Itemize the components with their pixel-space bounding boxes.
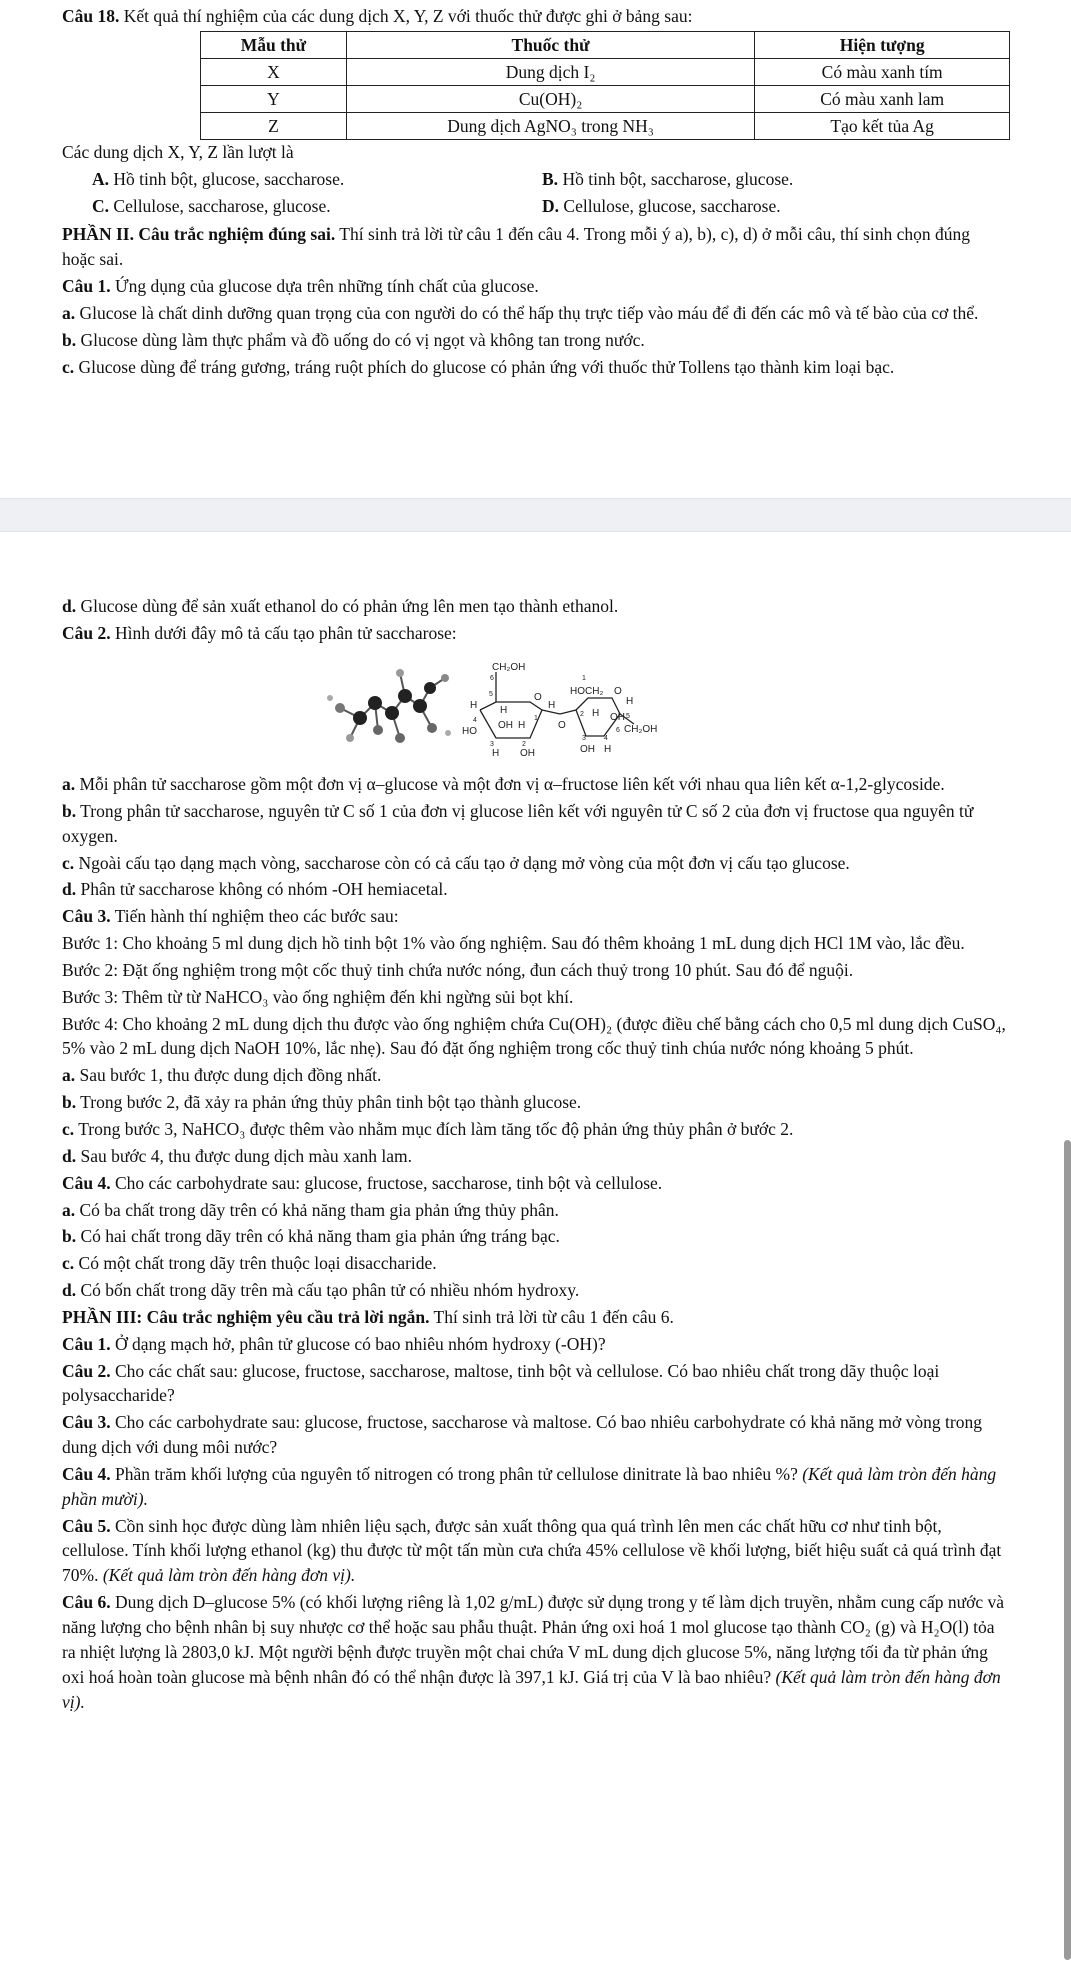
rounding-note: (Kết quả làm tròn đến hàng đơn vị). (102, 1565, 356, 1586)
option-label: C. (92, 195, 110, 216)
p2-q4-d (62, 1278, 1007, 1303)
table-row (201, 112, 1010, 139)
table-cell-sample: Y (201, 85, 347, 112)
p2-q3-step4: Bước 4: Cho khoảng 2 mL dung dịch thu được vào ống nghiệm chứa Cu(OH)₂ (được điều chế bằng cách cho 0,5 ml dung dịch CuSO₄, 5% vào 2 mL dung dịch NaOH 10%, lắc nhẹ). Sau đó đặt ống nghiệm trong cốc thuỷ tinh chúa nước nóng khoảng 5 phút. (62, 1013, 1006, 1059)
label-hoch2: HOCH₂ (570, 686, 604, 697)
p2-q1-b (62, 328, 1007, 353)
option-label: D. (542, 195, 560, 216)
question-text: Dung dịch D–glucose 5% (có khối lượng riêng là 1,02 g/mL) được sử dụng trong y tế làm dịch truyền, nhằm cung cấp nước và năng lượng cho bệnh nhân bị suy nhược cơ thể hoặc sau phẫu thuật. Phản ứng oxi hoá 1 mol glucose tạo thành CO₂ (g) và H₂O(l) tỏa ra nhiệt lượng là 2803,0 kJ. Một người bệnh được truyền một chai chứa V mL dung dịch glucose 5%, năng lượng tối đa từ phản ứng oxi hoá hoàn toàn glucose mà bệnh nhân đó có thể nhận được là 397,1 kJ. Giá trị của V là bao nhiêu? (62, 1592, 1004, 1687)
question-number: Câu 4. (62, 1172, 111, 1193)
table-cell-reagent: Dung dịch AgNO₃ trong NH₃ (346, 112, 754, 139)
question-text: Ở dạng mạch hở, phân tử glucose có bao nhiêu nhóm hydroxy (-OH)? (115, 1333, 606, 1354)
item-text: Glucose dùng để sản xuất ethanol do có phản ứng lên men tạo thành ethanol. (80, 596, 619, 616)
item-text: Sau bước 4, thu được dung dịch màu xanh lam. (80, 1145, 413, 1166)
item-label: a. (62, 774, 76, 794)
table-cell-reagent: Cu(OH)₂ (346, 85, 754, 112)
part2-heading (62, 222, 1007, 272)
question-number: Câu 1. (62, 1333, 111, 1354)
p2-q2-d (62, 877, 1007, 902)
p2-q3-a (62, 1063, 1007, 1088)
option-text: Cellulose, glucose, saccharose. (563, 195, 781, 216)
label-h2: H (470, 700, 478, 711)
question-number: Câu 6. (62, 1592, 111, 1613)
option-c (92, 194, 542, 219)
item-label: c. (62, 1118, 75, 1139)
item-label: b. (62, 1226, 77, 1247)
p2-q3-stem (62, 904, 1007, 929)
label-h7: H (626, 696, 634, 707)
item-label: d. (62, 596, 77, 616)
label-oh3: OH (610, 712, 625, 723)
atom-spheres (327, 669, 451, 743)
label-f4: 4 (604, 735, 608, 742)
p2-q2-stem (62, 621, 1007, 646)
part2-intro: Thí sinh trả lời từ câu 1 đến câu 4. Trong mỗi ý a), b), c), d) ở mỗi câu, thí sinh chọn đúng hoặc sai. (62, 224, 970, 270)
option-text: Cellulose, saccharose, glucose. (113, 195, 331, 216)
p2-q3-c (62, 1117, 1007, 1142)
label-oh2: OH (520, 748, 535, 759)
q18-options (92, 167, 1007, 221)
table-header-cell: Thuốc thử (346, 31, 754, 58)
item-label: b. (62, 800, 77, 821)
p2-q2-a (62, 772, 1007, 797)
p2-q2-c (62, 851, 1007, 876)
label-o-ring2: O (614, 686, 622, 697)
option-text: Hồ tinh bột, glucose, saccharose. (113, 168, 345, 189)
item-label: a. (62, 302, 76, 323)
p2-q3-step1: Bước 1: Cho khoảng 5 ml dung dịch hồ tinh bột 1% vào ống nghiệm. Sau đó thêm khoảng 1 mL dung dịch HCl 1M vào, lắc đều. (62, 933, 965, 954)
label-n1: 1 (534, 715, 538, 722)
label-h1: H (548, 700, 556, 711)
label-o-bridge: O (558, 720, 566, 731)
item-text: Có bốn chất trong dãy trên mà cấu tạo phân tử có nhiều nhóm hydroxy. (80, 1280, 580, 1301)
item-text: Glucose là chất dinh dưỡng quan trọng của con người do có thể hấp thụ trực tiếp vào máu để đi đến các mô và tế bào của cơ thể. (79, 302, 979, 323)
question-text: Phần trăm khối lượng của nguyên tố nitrogen có trong phân tử cellulose dinitrate là bao nhiêu %? (115, 1463, 798, 1484)
p2-q1-stem (62, 274, 1007, 299)
question-number: Câu 1. (62, 276, 111, 297)
question-18 (62, 4, 1007, 381)
option-text: Hồ tinh bột, saccharose, glucose. (562, 168, 794, 189)
p2-q3-step2: Bước 2: Đặt ống nghiệm trong một cốc thuỷ tinh chứa nước nóng, đun cách thuỷ trong 10 phút. Sau đó để nguội. (62, 959, 854, 980)
table-header-row (201, 31, 1010, 58)
rounding-note: (Kết quả làm tròn đến hàng đơn vị). (62, 1666, 1001, 1712)
item-label: c. (62, 356, 75, 377)
label-n4: 4 (473, 717, 477, 724)
figure-labels (462, 662, 657, 759)
table-cell-phenomenon: Có màu xanh lam (755, 85, 1010, 112)
label-n3: 3 (490, 741, 494, 748)
label-h3: H (500, 705, 508, 716)
p3-q4 (62, 1462, 1007, 1512)
item-label: d. (62, 1145, 77, 1166)
p2-q4-a (62, 1198, 1007, 1223)
label-ch2oh-fructose: CH₂OH (624, 724, 658, 735)
vertical-scrollbar[interactable] (1064, 1140, 1071, 1960)
p2-q4-stem (62, 1171, 1007, 1196)
item-label: a. (62, 1199, 76, 1220)
p2-q1-c (62, 355, 1007, 380)
item-text: Phân tử saccharose không có nhóm -OH hemiacetal. (80, 879, 448, 900)
part3-heading (62, 1305, 1007, 1330)
question-number: Câu 2. (62, 622, 111, 643)
table-cell-reagent: Dung dịch I₂ (346, 58, 754, 85)
question-number: Câu 5. (62, 1515, 111, 1536)
item-label: a. (62, 1065, 76, 1086)
question-stem: Ứng dụng của glucose dựa trên những tính chất của glucose. (115, 276, 539, 297)
p3-q3 (62, 1410, 1007, 1460)
p2-q4-b (62, 1224, 1007, 1249)
label-oh4: OH (580, 744, 595, 755)
saccharose-figure (320, 658, 760, 762)
p2-q2-b (62, 799, 1007, 849)
label-h6: H (592, 708, 600, 719)
p3-q5 (62, 1514, 1007, 1589)
q18-stem: Kết quả thí nghiệm của các dung dịch X, Y, Z với thuốc thử được ghi ở bảng sau: (123, 6, 693, 26)
page-2-top (62, 594, 1007, 648)
item-label: d. (62, 1280, 77, 1301)
p3-q2 (62, 1359, 1007, 1409)
item-text: Ngoài cấu tạo dạng mạch vòng, saccharose còn có cả cấu tạo ở dạng mở vòng của một đơn vị cấu tạo glucose. (78, 852, 850, 873)
table-cell-sample: Z (201, 112, 347, 139)
p2-q3-b (62, 1090, 1007, 1115)
q18-number: Câu 18. (62, 6, 120, 26)
p3-q6 (62, 1590, 1007, 1714)
p2-q4-c (62, 1251, 1007, 1276)
label-h8: H (604, 744, 612, 755)
table-header-cell: Mẫu thử (201, 31, 347, 58)
item-text: Trong phân tử saccharose, nguyên tử C số 1 của đơn vị glucose liên kết với nguyên tử C số 2 của đơn vị fructose qua nguyên tử oxygen. (62, 800, 974, 846)
question-stem: Hình dưới đây mô tả cấu tạo phân tử saccharose: (115, 622, 457, 643)
item-label: b. (62, 329, 77, 350)
question-text: Cho các chất sau: glucose, fructose, saccharose, maltose, tinh bột và cellulose. Có bao nhiêu chất trong dãy thuộc loại polysaccharide? (62, 1360, 940, 1406)
p2-q1-a (62, 301, 1007, 326)
item-text: Có một chất trong dãy trên thuộc loại disaccharide. (78, 1253, 437, 1274)
label-oh1: OH (498, 720, 513, 731)
item-text: Mỗi phân tử saccharose gồm một đơn vị α–glucose và một đơn vị α–fructose liên kết với nhau qua liên kết α-1,2-glycoside. (79, 774, 945, 794)
question-text: Cồn sinh học được dùng làm nhiên liệu sạch, được sản xuất thông qua quá trình lên men các chất hữu cơ như tinh bột, cellulose. Tính khối lượng ethanol (kg) thu được từ một tấn mùn cưa chứa 45% cellulose về khối lượng, biết hiệu suất cả quá trình đạt 70%. (62, 1515, 1002, 1586)
question-text: Cho các carbohydrate sau: glucose, fructose, saccharose và maltose. Có bao nhiêu carbohydrate có khả năng mở vòng trong dung dịch với dung môi nước? (62, 1412, 982, 1458)
question-number: Câu 3. (62, 1412, 111, 1433)
label-n2: 2 (522, 741, 526, 748)
item-label: b. (62, 1092, 77, 1113)
label-f2: 2 (580, 711, 584, 718)
table-row (201, 58, 1010, 85)
item-text: Sau bước 1, thu được dung dịch đồng nhất. (79, 1065, 382, 1086)
item-text: Có ba chất trong dãy trên có khả năng tham gia phản ứng thủy phân. (79, 1199, 559, 1220)
item-text: Có hai chất trong dãy trên có khả năng tham gia phản ứng tráng bạc. (80, 1226, 560, 1247)
part2-title: PHẦN II. Câu trắc nghiệm đúng sai. (62, 224, 336, 245)
option-label: A. (92, 168, 110, 189)
label-n5: 5 (489, 691, 493, 698)
item-label: c. (62, 1253, 75, 1274)
part3-intro: Thí sinh trả lời từ câu 1 đến câu 6. (433, 1306, 674, 1327)
option-b (542, 167, 992, 192)
label-h5: H (492, 748, 500, 759)
option-label: B. (542, 168, 559, 189)
result-table (200, 31, 1010, 140)
option-a (92, 167, 542, 192)
p3-q1 (62, 1332, 1007, 1357)
item-text: Glucose dùng làm thực phẩm và đồ uống do có vị ngọt và không tan trong nước. (80, 329, 645, 350)
label-f1: 1 (582, 675, 586, 682)
table-cell-phenomenon: Tạo kết tủa Ag (755, 112, 1010, 139)
question-stem: Tiến hành thí nghiệm theo các bước sau: (114, 906, 399, 927)
q18-lead: Các dung dịch X, Y, Z lần lượt là (62, 141, 294, 162)
label-n6: 6 (490, 675, 494, 682)
item-label: d. (62, 879, 77, 900)
page-2-body (62, 772, 1007, 1716)
question-stem: Cho các carbohydrate sau: glucose, fructose, saccharose, tinh bột và cellulose. (115, 1172, 663, 1193)
item-text: Trong bước 3, NaHCO₃ được thêm vào nhằm mục đích làm tăng tốc độ phản ứng thủy phân ở bước 2. (78, 1118, 794, 1139)
question-number: Câu 3. (62, 906, 111, 927)
page-break-separator (0, 498, 1071, 532)
table-row (201, 85, 1010, 112)
p2-q1-d (62, 594, 1007, 619)
table-cell-phenomenon: Có màu xanh tím (755, 58, 1010, 85)
question-number: Câu 4. (62, 1463, 111, 1484)
part3-title: PHẦN III: Câu trắc nghiệm yêu cầu trả lời ngắn. (62, 1306, 430, 1327)
rounding-note: (Kết quả làm tròn đến hàng phần mười). (62, 1463, 997, 1509)
label-f5: 5 (626, 713, 630, 720)
option-d (542, 194, 992, 219)
p2-q3-d (62, 1144, 1007, 1169)
question-number: Câu 2. (62, 1360, 111, 1381)
item-label: c. (62, 852, 75, 873)
item-text: Glucose dùng để tráng gương, tráng ruột phích do glucose có phản ứng với thuốc thử Tollens tạo thành kim loại bạc. (78, 356, 895, 377)
label-ch2oh-glucose: CH₂OH (492, 662, 526, 673)
table-header-cell: Hiện tượng (755, 31, 1010, 58)
p2-q3-step3: Bước 3: Thêm từ từ NaHCO₃ vào ống nghiệm đến khi ngừng sủi bọt khí. (62, 986, 574, 1007)
item-text: Trong bước 2, đã xảy ra phản ứng thủy phân tinh bột tạo thành glucose. (80, 1092, 582, 1113)
label-h4: H (518, 720, 526, 731)
label-f3: 3 (582, 735, 586, 742)
label-o-ring1: O (534, 692, 542, 703)
table-cell-sample: X (201, 58, 347, 85)
label-f6: 6 (616, 727, 620, 734)
label-ho: HO (462, 726, 477, 737)
